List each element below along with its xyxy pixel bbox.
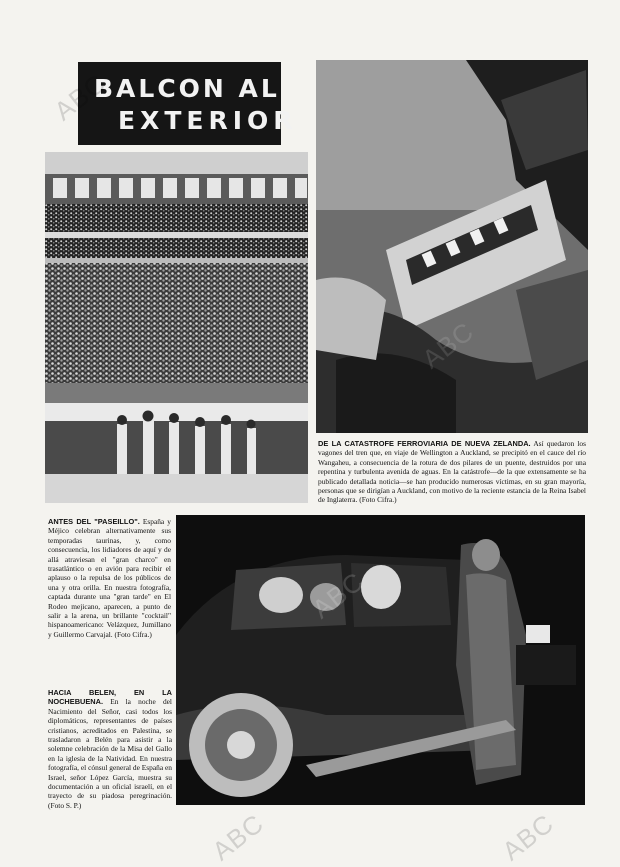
bethlehem-caption-lead: HACIA BELEN, EN LA NOCHEBUENA. <box>48 688 172 707</box>
train-crash-caption-lead: DE LA CATASTROFE FERROVIARIA DE NUEVA ZELANDA. <box>318 439 531 448</box>
bullring-caption <box>48 517 171 639</box>
bethlehem-caption-body: En la noche del Nacimiento del Señor, casi todos los diplomáticos, representantes de países cristianos, acreditados en Palestina, se trasladaron a Belén para asistir a la solemne celebración de la Misa del Gallo en la iglesia de la Natividad. En nuestra fotografía, el cónsul general de España en Israel, señor López García, muestra su documentación a un oficial israelí, en el trayecto de su piadosa peregrinación. (Foto S. P.) <box>48 697 172 810</box>
title-line-2: EXTERIOR <box>118 106 298 135</box>
bullring-caption-lead: ANTES DEL "PASEILLO". <box>48 517 140 526</box>
bullring-caption-body: España y Méjico celebran alternativamente sus temporadas taurinas, y, como consecuencia, los lidiadores de aquí y de allá atraviesan el "gran charco" en trasatlántico o en avión para recibir el aplauso o la repulsa de los públicos de una y otra orilla. En nuestra fotografía, captada durante una "gran tarde" en El Rodeo mejicano, aparecen, a punto de salir a la arena, un brillante "cocktail" hispanoamericano: Velázquez, Jumillano y Guillermo Carvajal. (Foto Cifra.) <box>48 517 171 639</box>
section-title-box <box>78 62 298 145</box>
bethlehem-caption <box>48 688 172 810</box>
abc-watermark: ABC <box>206 807 270 867</box>
car-night-photo <box>176 515 585 805</box>
abc-watermark: ABC <box>496 807 560 867</box>
train-crash-caption-body: Así quedaron los vagones del tren que, en viaje de Wellington a Auckland, se precipitó en el cauce del río Wangaheu, a consecuencia de la rotura de dos pilares de un puente, destruidos por una repentina y turbulenta avenida de aguas. En la catástrofe—de la que extensamente se ha publicado detallada noticia—se han producido numerosas víctimas, en su gran mayoría, personas que se dirigían a Auckland, con motivo de la reciente estancia de la Reina Isabel de Inglaterra. (Foto Cifra.) <box>318 439 586 505</box>
train-crash-photo <box>316 60 588 433</box>
train-crash-caption <box>318 439 586 505</box>
bullring-photo <box>45 152 308 503</box>
title-line-1: BALCON AL <box>94 74 280 103</box>
